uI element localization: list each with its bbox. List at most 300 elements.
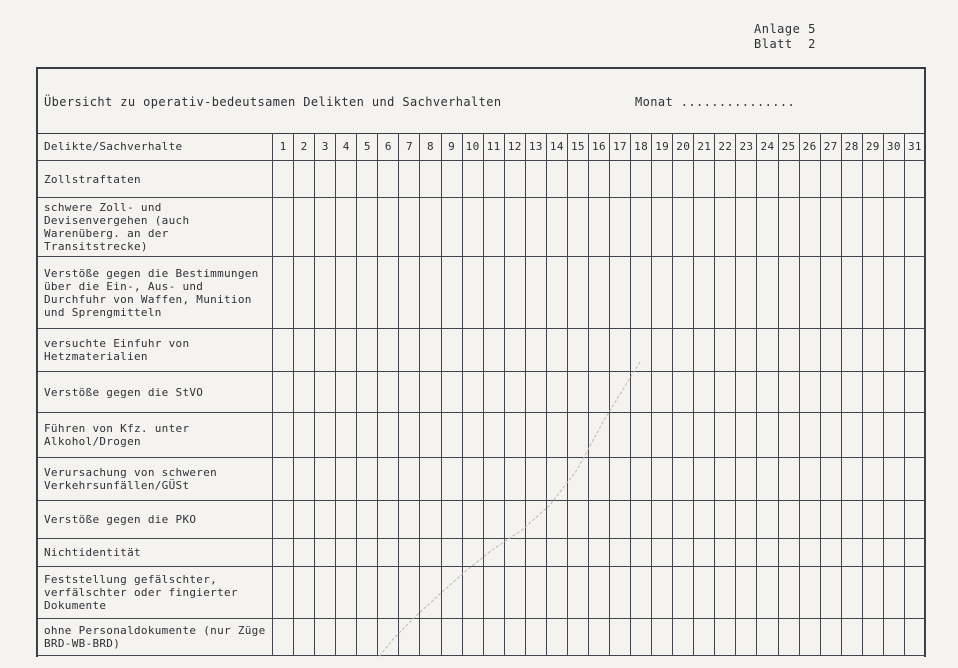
day-cell-10[interactable] (462, 413, 483, 458)
day-cell-1[interactable] (273, 198, 294, 256)
day-cell-26[interactable] (799, 413, 820, 458)
day-cell-7[interactable] (399, 372, 420, 413)
day-cell-7[interactable] (399, 329, 420, 372)
day-cell-25[interactable] (778, 413, 799, 458)
day-cell-31[interactable] (904, 413, 925, 458)
day-cell-15[interactable] (567, 198, 588, 256)
day-cell-23[interactable] (736, 566, 757, 618)
day-cell-21[interactable] (694, 458, 715, 501)
day-cell-30[interactable] (883, 329, 904, 372)
month-field[interactable]: Monat ............... (635, 95, 796, 109)
day-cell-1[interactable] (273, 256, 294, 329)
day-cell-6[interactable] (378, 329, 399, 372)
day-cell-26[interactable] (799, 329, 820, 372)
day-cell-23[interactable] (736, 160, 757, 198)
day-cell-31[interactable] (904, 372, 925, 413)
day-cell-13[interactable] (525, 198, 546, 256)
day-cell-2[interactable] (294, 501, 315, 539)
day-cell-14[interactable] (546, 458, 567, 501)
day-cell-10[interactable] (462, 256, 483, 329)
day-cell-21[interactable] (694, 501, 715, 539)
day-cell-13[interactable] (525, 256, 546, 329)
day-cell-6[interactable] (378, 372, 399, 413)
day-cell-16[interactable] (588, 501, 609, 539)
day-cell-24[interactable] (757, 619, 778, 656)
day-cell-19[interactable] (652, 256, 673, 329)
day-cell-2[interactable] (294, 539, 315, 567)
day-cell-11[interactable] (483, 160, 504, 198)
day-cell-4[interactable] (336, 198, 357, 256)
day-cell-25[interactable] (778, 566, 799, 618)
day-cell-4[interactable] (336, 256, 357, 329)
day-cell-21[interactable] (694, 566, 715, 618)
day-cell-24[interactable] (757, 160, 778, 198)
day-cell-5[interactable] (357, 372, 378, 413)
day-cell-25[interactable] (778, 160, 799, 198)
day-cell-20[interactable] (673, 619, 694, 656)
day-cell-29[interactable] (862, 539, 883, 567)
day-cell-11[interactable] (483, 256, 504, 329)
day-cell-21[interactable] (694, 372, 715, 413)
day-cell-19[interactable] (652, 566, 673, 618)
day-cell-12[interactable] (504, 539, 525, 567)
day-cell-24[interactable] (757, 372, 778, 413)
day-cell-29[interactable] (862, 256, 883, 329)
day-cell-20[interactable] (673, 160, 694, 198)
day-cell-26[interactable] (799, 539, 820, 567)
day-cell-3[interactable] (315, 539, 336, 567)
day-cell-22[interactable] (715, 619, 736, 656)
day-cell-13[interactable] (525, 458, 546, 501)
day-cell-21[interactable] (694, 160, 715, 198)
day-cell-5[interactable] (357, 539, 378, 567)
day-cell-23[interactable] (736, 458, 757, 501)
day-cell-24[interactable] (757, 413, 778, 458)
day-cell-27[interactable] (820, 458, 841, 501)
day-cell-31[interactable] (904, 256, 925, 329)
day-cell-29[interactable] (862, 160, 883, 198)
day-cell-29[interactable] (862, 458, 883, 501)
day-cell-3[interactable] (315, 619, 336, 656)
day-cell-19[interactable] (652, 198, 673, 256)
day-cell-31[interactable] (904, 458, 925, 501)
day-cell-28[interactable] (841, 256, 862, 329)
day-cell-10[interactable] (462, 539, 483, 567)
day-cell-24[interactable] (757, 501, 778, 539)
day-cell-6[interactable] (378, 501, 399, 539)
day-cell-20[interactable] (673, 413, 694, 458)
day-cell-24[interactable] (757, 566, 778, 618)
day-cell-30[interactable] (883, 458, 904, 501)
day-cell-14[interactable] (546, 539, 567, 567)
day-cell-14[interactable] (546, 566, 567, 618)
day-cell-20[interactable] (673, 329, 694, 372)
day-cell-28[interactable] (841, 566, 862, 618)
day-cell-23[interactable] (736, 256, 757, 329)
day-cell-7[interactable] (399, 501, 420, 539)
day-cell-5[interactable] (357, 566, 378, 618)
day-cell-28[interactable] (841, 160, 862, 198)
day-cell-16[interactable] (588, 160, 609, 198)
day-cell-9[interactable] (441, 566, 462, 618)
day-cell-18[interactable] (631, 619, 652, 656)
day-cell-5[interactable] (357, 198, 378, 256)
day-cell-11[interactable] (483, 458, 504, 501)
day-cell-17[interactable] (610, 413, 631, 458)
day-cell-31[interactable] (904, 198, 925, 256)
day-cell-25[interactable] (778, 372, 799, 413)
day-cell-22[interactable] (715, 413, 736, 458)
day-cell-11[interactable] (483, 198, 504, 256)
day-cell-7[interactable] (399, 566, 420, 618)
day-cell-3[interactable] (315, 566, 336, 618)
day-cell-12[interactable] (504, 160, 525, 198)
day-cell-10[interactable] (462, 329, 483, 372)
day-cell-27[interactable] (820, 413, 841, 458)
day-cell-22[interactable] (715, 256, 736, 329)
day-cell-2[interactable] (294, 619, 315, 656)
day-cell-28[interactable] (841, 198, 862, 256)
day-cell-13[interactable] (525, 619, 546, 656)
day-cell-17[interactable] (610, 198, 631, 256)
day-cell-5[interactable] (357, 413, 378, 458)
day-cell-22[interactable] (715, 501, 736, 539)
day-cell-16[interactable] (588, 256, 609, 329)
day-cell-12[interactable] (504, 198, 525, 256)
day-cell-20[interactable] (673, 566, 694, 618)
day-cell-24[interactable] (757, 539, 778, 567)
day-cell-11[interactable] (483, 372, 504, 413)
day-cell-16[interactable] (588, 198, 609, 256)
day-cell-2[interactable] (294, 329, 315, 372)
day-cell-24[interactable] (757, 458, 778, 501)
day-cell-19[interactable] (652, 501, 673, 539)
day-cell-14[interactable] (546, 160, 567, 198)
day-cell-31[interactable] (904, 619, 925, 656)
day-cell-5[interactable] (357, 501, 378, 539)
day-cell-26[interactable] (799, 198, 820, 256)
day-cell-14[interactable] (546, 198, 567, 256)
day-cell-28[interactable] (841, 372, 862, 413)
day-cell-5[interactable] (357, 458, 378, 501)
day-cell-21[interactable] (694, 539, 715, 567)
day-cell-28[interactable] (841, 501, 862, 539)
day-cell-15[interactable] (567, 566, 588, 618)
day-cell-12[interactable] (504, 566, 525, 618)
day-cell-9[interactable] (441, 198, 462, 256)
day-cell-10[interactable] (462, 198, 483, 256)
day-cell-13[interactable] (525, 566, 546, 618)
day-cell-15[interactable] (567, 619, 588, 656)
day-cell-18[interactable] (631, 256, 652, 329)
day-cell-6[interactable] (378, 413, 399, 458)
day-cell-8[interactable] (420, 539, 441, 567)
day-cell-21[interactable] (694, 413, 715, 458)
day-cell-29[interactable] (862, 566, 883, 618)
day-cell-6[interactable] (378, 619, 399, 656)
day-cell-30[interactable] (883, 619, 904, 656)
day-cell-16[interactable] (588, 413, 609, 458)
day-cell-3[interactable] (315, 160, 336, 198)
day-cell-31[interactable] (904, 566, 925, 618)
day-cell-21[interactable] (694, 198, 715, 256)
day-cell-6[interactable] (378, 198, 399, 256)
day-cell-9[interactable] (441, 329, 462, 372)
day-cell-4[interactable] (336, 539, 357, 567)
day-cell-6[interactable] (378, 566, 399, 618)
day-cell-26[interactable] (799, 619, 820, 656)
day-cell-17[interactable] (610, 256, 631, 329)
day-cell-16[interactable] (588, 458, 609, 501)
day-cell-9[interactable] (441, 458, 462, 501)
day-cell-11[interactable] (483, 619, 504, 656)
day-cell-1[interactable] (273, 501, 294, 539)
day-cell-8[interactable] (420, 372, 441, 413)
day-cell-18[interactable] (631, 372, 652, 413)
day-cell-24[interactable] (757, 198, 778, 256)
day-cell-20[interactable] (673, 501, 694, 539)
day-cell-18[interactable] (631, 413, 652, 458)
day-cell-6[interactable] (378, 160, 399, 198)
day-cell-7[interactable] (399, 160, 420, 198)
day-cell-11[interactable] (483, 566, 504, 618)
day-cell-12[interactable] (504, 458, 525, 501)
day-cell-5[interactable] (357, 160, 378, 198)
day-cell-11[interactable] (483, 413, 504, 458)
day-cell-19[interactable] (652, 458, 673, 501)
day-cell-23[interactable] (736, 501, 757, 539)
day-cell-7[interactable] (399, 539, 420, 567)
day-cell-3[interactable] (315, 198, 336, 256)
day-cell-2[interactable] (294, 256, 315, 329)
day-cell-4[interactable] (336, 501, 357, 539)
day-cell-10[interactable] (462, 619, 483, 656)
day-cell-31[interactable] (904, 501, 925, 539)
day-cell-4[interactable] (336, 413, 357, 458)
day-cell-16[interactable] (588, 619, 609, 656)
day-cell-16[interactable] (588, 539, 609, 567)
day-cell-7[interactable] (399, 413, 420, 458)
day-cell-27[interactable] (820, 256, 841, 329)
day-cell-12[interactable] (504, 256, 525, 329)
day-cell-3[interactable] (315, 329, 336, 372)
day-cell-30[interactable] (883, 413, 904, 458)
day-cell-29[interactable] (862, 372, 883, 413)
day-cell-19[interactable] (652, 329, 673, 372)
day-cell-10[interactable] (462, 372, 483, 413)
day-cell-11[interactable] (483, 329, 504, 372)
day-cell-24[interactable] (757, 256, 778, 329)
day-cell-9[interactable] (441, 372, 462, 413)
day-cell-5[interactable] (357, 256, 378, 329)
day-cell-30[interactable] (883, 198, 904, 256)
day-cell-5[interactable] (357, 329, 378, 372)
day-cell-14[interactable] (546, 372, 567, 413)
day-cell-13[interactable] (525, 329, 546, 372)
day-cell-4[interactable] (336, 619, 357, 656)
day-cell-27[interactable] (820, 619, 841, 656)
day-cell-9[interactable] (441, 160, 462, 198)
day-cell-17[interactable] (610, 619, 631, 656)
day-cell-23[interactable] (736, 539, 757, 567)
day-cell-22[interactable] (715, 566, 736, 618)
day-cell-26[interactable] (799, 256, 820, 329)
day-cell-7[interactable] (399, 198, 420, 256)
day-cell-27[interactable] (820, 160, 841, 198)
day-cell-30[interactable] (883, 160, 904, 198)
day-cell-4[interactable] (336, 372, 357, 413)
day-cell-14[interactable] (546, 501, 567, 539)
day-cell-9[interactable] (441, 413, 462, 458)
day-cell-31[interactable] (904, 329, 925, 372)
day-cell-28[interactable] (841, 619, 862, 656)
day-cell-3[interactable] (315, 413, 336, 458)
day-cell-14[interactable] (546, 256, 567, 329)
day-cell-26[interactable] (799, 372, 820, 413)
day-cell-8[interactable] (420, 329, 441, 372)
day-cell-8[interactable] (420, 256, 441, 329)
day-cell-24[interactable] (757, 329, 778, 372)
day-cell-10[interactable] (462, 458, 483, 501)
day-cell-12[interactable] (504, 619, 525, 656)
day-cell-2[interactable] (294, 566, 315, 618)
day-cell-6[interactable] (378, 539, 399, 567)
day-cell-17[interactable] (610, 372, 631, 413)
day-cell-14[interactable] (546, 619, 567, 656)
day-cell-15[interactable] (567, 256, 588, 329)
day-cell-16[interactable] (588, 372, 609, 413)
day-cell-18[interactable] (631, 539, 652, 567)
day-cell-22[interactable] (715, 198, 736, 256)
day-cell-4[interactable] (336, 458, 357, 501)
day-cell-25[interactable] (778, 458, 799, 501)
day-cell-26[interactable] (799, 501, 820, 539)
day-cell-12[interactable] (504, 413, 525, 458)
day-cell-30[interactable] (883, 256, 904, 329)
day-cell-27[interactable] (820, 372, 841, 413)
day-cell-23[interactable] (736, 619, 757, 656)
day-cell-27[interactable] (820, 501, 841, 539)
day-cell-15[interactable] (567, 329, 588, 372)
day-cell-31[interactable] (904, 160, 925, 198)
day-cell-22[interactable] (715, 372, 736, 413)
day-cell-29[interactable] (862, 501, 883, 539)
day-cell-3[interactable] (315, 501, 336, 539)
day-cell-8[interactable] (420, 566, 441, 618)
day-cell-30[interactable] (883, 566, 904, 618)
day-cell-8[interactable] (420, 619, 441, 656)
day-cell-14[interactable] (546, 329, 567, 372)
day-cell-30[interactable] (883, 372, 904, 413)
day-cell-26[interactable] (799, 458, 820, 501)
day-cell-25[interactable] (778, 198, 799, 256)
day-cell-25[interactable] (778, 501, 799, 539)
day-cell-30[interactable] (883, 501, 904, 539)
day-cell-20[interactable] (673, 539, 694, 567)
day-cell-13[interactable] (525, 372, 546, 413)
day-cell-21[interactable] (694, 329, 715, 372)
day-cell-7[interactable] (399, 256, 420, 329)
day-cell-23[interactable] (736, 413, 757, 458)
day-cell-1[interactable] (273, 160, 294, 198)
day-cell-12[interactable] (504, 501, 525, 539)
day-cell-23[interactable] (736, 198, 757, 256)
day-cell-23[interactable] (736, 329, 757, 372)
day-cell-17[interactable] (610, 329, 631, 372)
day-cell-2[interactable] (294, 160, 315, 198)
day-cell-19[interactable] (652, 160, 673, 198)
day-cell-4[interactable] (336, 329, 357, 372)
day-cell-1[interactable] (273, 566, 294, 618)
day-cell-5[interactable] (357, 619, 378, 656)
day-cell-22[interactable] (715, 160, 736, 198)
day-cell-1[interactable] (273, 413, 294, 458)
day-cell-15[interactable] (567, 458, 588, 501)
day-cell-1[interactable] (273, 539, 294, 567)
day-cell-3[interactable] (315, 372, 336, 413)
day-cell-29[interactable] (862, 619, 883, 656)
day-cell-17[interactable] (610, 458, 631, 501)
day-cell-15[interactable] (567, 539, 588, 567)
day-cell-25[interactable] (778, 329, 799, 372)
day-cell-25[interactable] (778, 256, 799, 329)
day-cell-8[interactable] (420, 458, 441, 501)
day-cell-6[interactable] (378, 256, 399, 329)
day-cell-20[interactable] (673, 256, 694, 329)
day-cell-1[interactable] (273, 372, 294, 413)
day-cell-19[interactable] (652, 372, 673, 413)
day-cell-19[interactable] (652, 413, 673, 458)
day-cell-13[interactable] (525, 501, 546, 539)
day-cell-20[interactable] (673, 372, 694, 413)
day-cell-16[interactable] (588, 566, 609, 618)
day-cell-28[interactable] (841, 329, 862, 372)
day-cell-27[interactable] (820, 329, 841, 372)
day-cell-27[interactable] (820, 198, 841, 256)
day-cell-17[interactable] (610, 566, 631, 618)
day-cell-31[interactable] (904, 539, 925, 567)
day-cell-6[interactable] (378, 458, 399, 501)
day-cell-17[interactable] (610, 501, 631, 539)
day-cell-13[interactable] (525, 539, 546, 567)
day-cell-25[interactable] (778, 619, 799, 656)
day-cell-8[interactable] (420, 501, 441, 539)
day-cell-9[interactable] (441, 256, 462, 329)
day-cell-10[interactable] (462, 566, 483, 618)
day-cell-12[interactable] (504, 329, 525, 372)
day-cell-27[interactable] (820, 539, 841, 567)
day-cell-18[interactable] (631, 566, 652, 618)
day-cell-16[interactable] (588, 329, 609, 372)
day-cell-21[interactable] (694, 619, 715, 656)
day-cell-18[interactable] (631, 198, 652, 256)
day-cell-27[interactable] (820, 566, 841, 618)
day-cell-13[interactable] (525, 160, 546, 198)
day-cell-9[interactable] (441, 619, 462, 656)
day-cell-20[interactable] (673, 458, 694, 501)
day-cell-8[interactable] (420, 160, 441, 198)
day-cell-4[interactable] (336, 566, 357, 618)
day-cell-18[interactable] (631, 501, 652, 539)
day-cell-15[interactable] (567, 160, 588, 198)
day-cell-26[interactable] (799, 566, 820, 618)
day-cell-28[interactable] (841, 458, 862, 501)
day-cell-2[interactable] (294, 458, 315, 501)
day-cell-20[interactable] (673, 198, 694, 256)
day-cell-19[interactable] (652, 619, 673, 656)
day-cell-22[interactable] (715, 458, 736, 501)
day-cell-4[interactable] (336, 160, 357, 198)
